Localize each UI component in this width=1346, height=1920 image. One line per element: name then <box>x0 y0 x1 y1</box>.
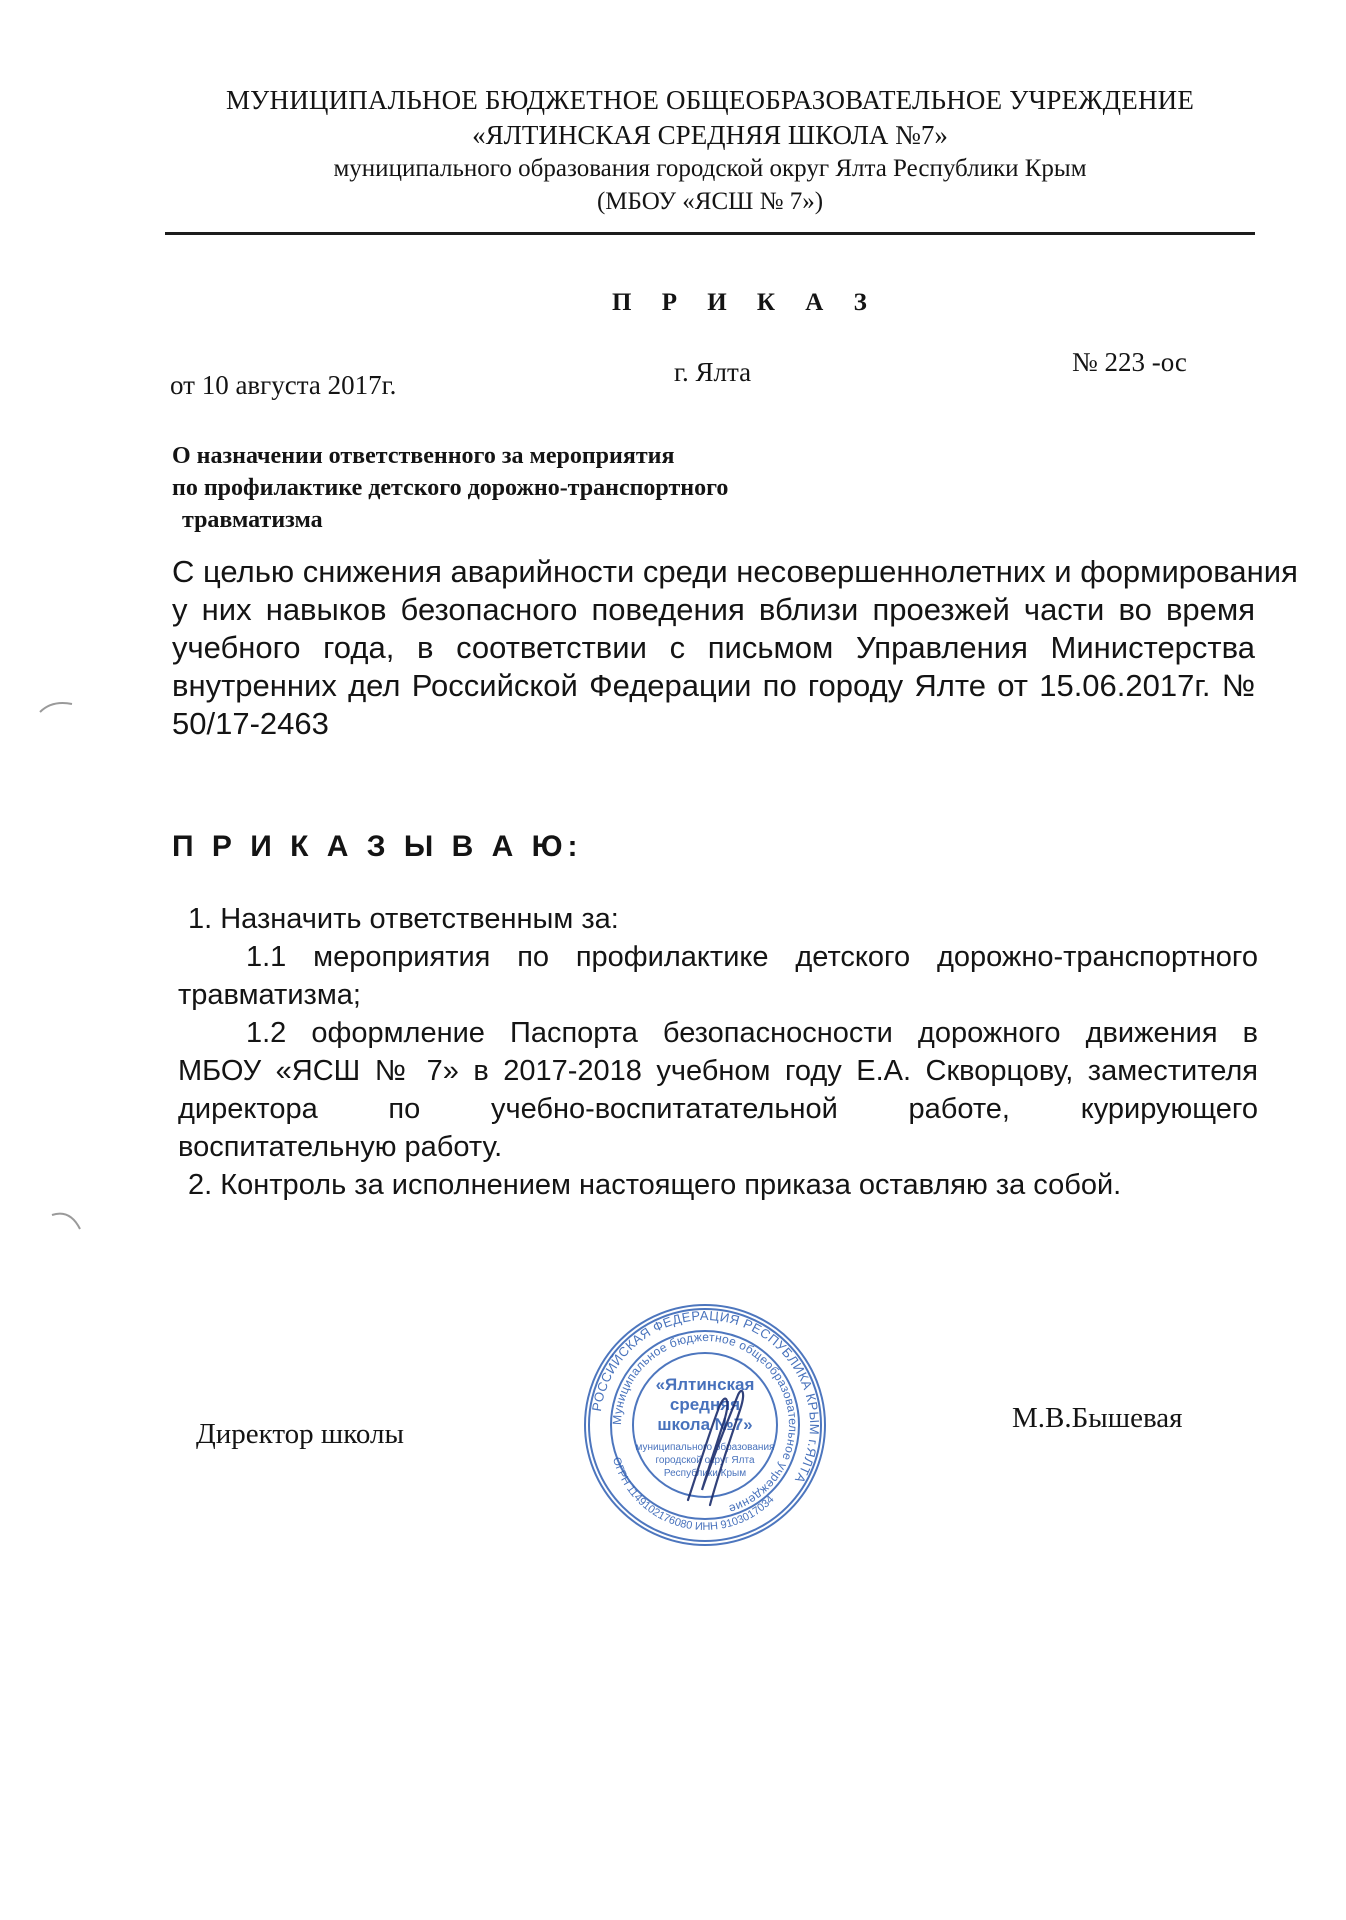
order-heading: П Р И К А З Ы В А Ю: <box>172 830 583 863</box>
order-number: № 223 -ос <box>1072 347 1187 377</box>
scan-artifact-mark <box>38 690 78 720</box>
preamble <box>172 553 1298 743</box>
municipality: муниципального образования городской округ Ялта Республики Крым <box>333 155 1087 182</box>
subject-line: О назначении ответственного за мероприятия <box>172 443 675 469</box>
stamp-small-line: городской округ Ялта <box>655 1455 755 1466</box>
preamble-line: 50/17-2463 <box>172 706 329 741</box>
subject-line: травматизма <box>182 507 323 533</box>
item-1-1-continued: травматизма; <box>178 979 361 1011</box>
item-2: 2. Контроль за исполнением настоящего приказа оставляю за собой. <box>188 1169 1122 1201</box>
header-divider <box>165 232 1255 235</box>
stamp-small-line: Республики Крым <box>663 1468 747 1479</box>
stamp-outer-text: РОССИЙСКАЯ ФЕДЕРАЦИЯ РЕСПУБЛИКА КРЫМ г.ЯЛТА <box>588 1307 823 1487</box>
order-date: от 10 августа 2017г. <box>170 370 397 400</box>
stamp-center-line: «Ялтинская <box>655 1375 755 1394</box>
item-1-2: 1.2 оформление Паспорта безопасносности дорожного движения в <box>246 1017 1258 1049</box>
preamble-line: С целью снижения аварийности среди несовершеннолетних и формирования <box>172 554 1298 589</box>
preamble-line: у них навыков безопасного поведения вблизи проезжей части во время <box>172 592 1255 627</box>
order-city: г. Ялта <box>674 357 752 387</box>
order-items <box>178 900 1258 1204</box>
signatory-name: М.В.Бышевая <box>1012 1402 1183 1434</box>
school-seal-stamp <box>580 1300 830 1550</box>
school-name: «ЯЛТИНСКАЯ СРЕДНЯЯ ШКОЛА №7» <box>472 120 948 150</box>
letterhead <box>165 82 1255 218</box>
stamp-center-line: школа №7» <box>657 1415 753 1434</box>
stamp-bottom-text: ОГРН 1149102176080 ИНН 9103017034 <box>609 1455 777 1534</box>
stamp-middle-text: Муниципальное бюджетное общеобразовательное учреждение <box>609 1329 801 1517</box>
item-1-2-continued: МБОУ «ЯСШ № 7» в 2017-2018 учебном году Е.А. Скворцову, заместителя <box>178 1055 1258 1087</box>
stamp-center-line: средняя <box>669 1395 741 1414</box>
scan-artifact-mark <box>50 1205 90 1235</box>
school-abbreviation: (МБОУ «ЯСШ № 7») <box>596 188 824 215</box>
item-1-2-continued: директора по учебно-воспитатательной работе, курирующего <box>178 1093 1258 1125</box>
preamble-line: внутренних дел Российской Федерации по городу Ялте от 15.06.2017г. № <box>172 668 1255 703</box>
preamble-line: учебного года, в соответствии с письмом Управления Министерства <box>172 630 1255 665</box>
item-1: 1. Назначить ответственным за: <box>188 903 619 935</box>
document-type: П Р И К А З <box>612 289 879 316</box>
subject-line: по профилактике детского дорожно-транспортного <box>172 475 729 501</box>
item-1-2-continued: воспитательную работу. <box>178 1131 503 1163</box>
signatory-title: Директор школы <box>196 1418 404 1450</box>
order-subject <box>172 440 892 536</box>
stamp-small-line: муниципального образования <box>635 1442 775 1453</box>
item-1-1: 1.1 мероприятия по профилактике детского дорожно-транспортного <box>246 941 1258 973</box>
institution-name: МУНИЦИПАЛЬНОЕ БЮДЖЕТНОЕ ОБЩЕОБРАЗОВАТЕЛЬНОЕ УЧРЕЖДЕНИЕ <box>225 85 1195 115</box>
